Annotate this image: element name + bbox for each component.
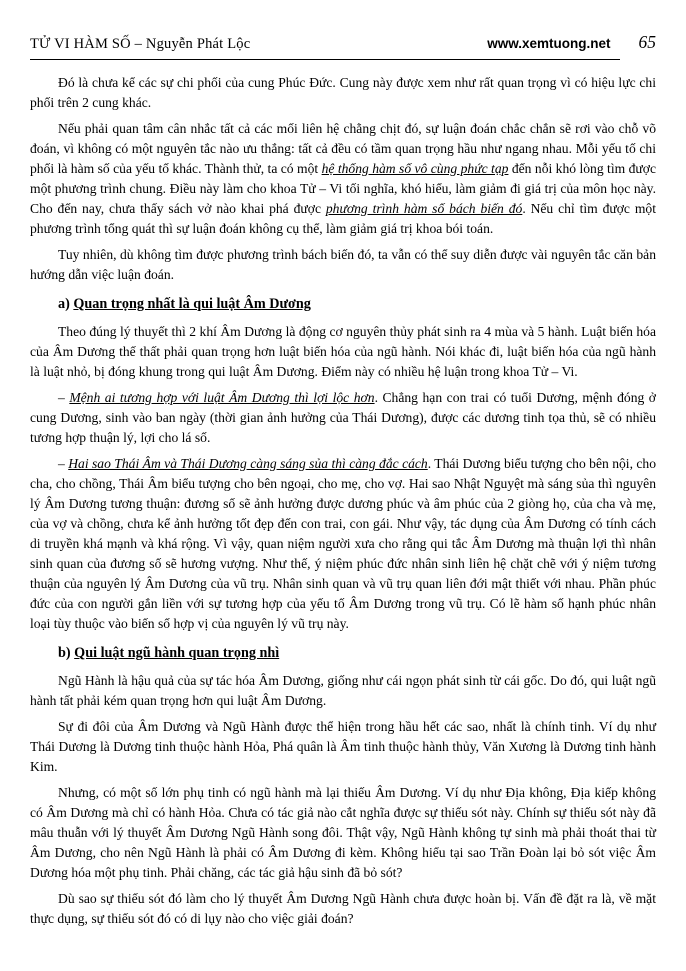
text-run: Theo đúng lý thuyết thì 2 khí Âm Dương là động cơ nguyên thủy phát sinh ra 4 mùa và 5 hành. Luật biến hóa của Âm Dương thế thất phải quan trọng hơn luật biến hóa của ngũ hành. Nói khác đi, luật biến hóa của ngũ hành là luật nhỏ, bị đóng khung trong qui luật Âm Dương. Điểm này có nhiều hệ luận trong khoa Tử – Vi. [30, 324, 656, 379]
list-item [30, 454, 656, 634]
text-run: – [58, 456, 69, 471]
paragraph [30, 889, 656, 929]
text-run: . Thái Dương biểu tượng cho bên nội, cho cha, cho chồng, Thái Âm biểu tượng cho bên ngoại, cho mẹ, cho vợ. Hai sao Nhật Nguyệt mà sáng sủa thì nguyên lý Âm Dương tương thuận: đương số sẽ ảnh hưởng được dương phúc và âm phúc của 2 giòng họ, của cha và mẹ, của vợ và chồng, chưa kể ảnh hưởng tốt đẹp đến con trai, con gái. Như vậy, tác dụng của Âm Dương có tính cách di truyền khá mạnh và khá rộng. Vì vậy, quan niệm người xưa cho rằng qui tắc Âm Dương mà thuận lợi thì nhân sinh quan của đương số sẽ hương vượng. Như thế, ý niệm phúc đức nhân sinh liên hệ chặt chẽ với ý niệm tương thuận của nguyên lý Âm Dương của vũ trụ. Nhân sinh quan và vũ trụ quan liên đới mật thiết với nhau. Phần phúc đức của con người gắn liền với sự tương hợp của yếu tố Âm Dương trong vũ trụ. Có lẽ hàm số hạnh phúc nhân loại tùy thuộc vào biến số hợp vị của nguyên lý vũ trụ này. [30, 456, 657, 631]
text-run: phương trình hàm số bách biến đó [325, 201, 523, 216]
text-run: Ngũ Hành là hậu quả của sự tác hóa Âm Dương, giống như cái ngọn phát sinh từ cái gốc. Do đó, qui luật ngũ hành tất phải kém quan trọng hơn qui luật Âm Dương. [30, 673, 656, 708]
section-heading [30, 294, 656, 314]
text-run: a) [58, 296, 74, 312]
text-run: . Nếu chỉ tìm được một phương trình tổng quát thì sự luận đoán không cụ thể, làm giảm giá trị khoa bói toán. [30, 201, 656, 236]
text-run: – [58, 390, 70, 405]
paragraph [30, 322, 656, 382]
document-body [30, 73, 656, 929]
section-heading [30, 643, 656, 663]
book-title: TỬ VI HÀM SỐ – Nguyễn Phát Lộc [30, 36, 251, 52]
text-run: Quan trọng nhất là qui luật Âm Dương [73, 296, 311, 312]
text-run: Đó là chưa kể các sự chi phối của cung Phúc Đức. Cung này được xem như rất quan trọng vì có hiệu lực chi phối trên 2 cung khác. [30, 75, 656, 110]
text-run: Hai sao Thái Âm và Thái Dương càng sáng sủa thì càng đắc cách [68, 456, 428, 471]
text-run: Mệnh ai tương hợp với luật Âm Dương thì lợi lộc hơn [69, 390, 375, 405]
paragraph [30, 119, 656, 239]
page-header [30, 32, 656, 53]
paragraph [30, 73, 656, 113]
website-url: www.xemtuong.net [487, 36, 611, 51]
text-run: Dù sao sự thiếu sót đó làm cho lý thuyết Âm Dương Ngũ Hành chưa được hoàn bị. Vấn đề đặt ra là, về mặt thực dụng, sự thiếu sót đó có di lụy nào cho việc giải đoán? [30, 891, 656, 926]
paragraph [30, 783, 656, 883]
text-run: đến nỗi khó lòng tìm được một phương trình chung. Điều này làm cho khoa Tử – Vi tối nghĩa, khó hiểu, làm giảm đi giá trị của môn học này. Cho đến nay, chưa thấy sách vở nào khai phá được [30, 161, 656, 216]
text-run: Sự đi đôi của Âm Dương và Ngũ Hành được thể hiện trong hầu hết các sao, nhất là chính tinh. Ví dụ như Thái Dương là Dương tinh thuộc hành Hỏa, Phá quân là Âm tinh thuộc hành thủy, Văn Xương là Dương tinh hành Kim. [30, 719, 656, 774]
paragraph [30, 671, 656, 711]
text-run: hệ thống hàm số vô cùng phức tạp [321, 161, 509, 176]
text-run: . Chẳng hạn con trai có tuổi Dương, mệnh đóng ở cung Dương, sinh vào ban ngày (thời gian ảnh hưởng của Thái Dương), được các dương tinh tọa thủ, sẽ có nhiều tương hợp thuận lý, lợi cho lá số. [30, 390, 656, 445]
header-rule [30, 59, 620, 60]
text-run: Qui luật ngũ hành quan trọng nhì [74, 645, 280, 661]
paragraph [30, 717, 656, 777]
text-run: Tuy nhiên, dù không tìm được phương trình bách biến đó, ta vẫn có thể suy diễn được vài nguyên tắc căn bản hướng dẫn việc luận đoán. [30, 247, 656, 282]
list-item [30, 388, 656, 448]
page-number: 65 [638, 32, 656, 52]
paragraph [30, 245, 656, 285]
text-run: Nhưng, có một số lớn phụ tinh có ngũ hành mà lại thiếu Âm Dương. Ví dụ như Địa không, Địa kiếp không có Âm Dương mà chỉ có hành Hỏa. Chưa có tác giả nào cắt nghĩa được sự thiếu sót này. Chính sự thiếu sót này đã mâu thuẫn với lý thuyết Âm Dương Ngũ Hành song đôi. Thật vậy, Ngũ Hành không tự sinh mà phải thoát thai từ Âm Dương, cho nên Ngũ Hành là phải có Âm Dương đi kèm. Không hiểu tại sao Trần Đoàn lại bỏ sót việc Âm Dương hóa một phụ tinh. Phải chăng, các tác giả hậu sinh đã bỏ sót? [30, 785, 656, 880]
text-run: b) [58, 645, 75, 661]
text-run: Nếu phải quan tâm cân nhắc tất cả các mối liên hệ chằng chịt đó, sự luận đoán chắc chắn sẽ rơi vào chỗ võ đoán, vì không có một nguyên tắc nào ưu thắng: tất cả đều có tầm quan trọng hầu như ngang nhau. Mỗi yếu tố chi phối là hàm số của yếu tố khác. Thành thử, ta có một [30, 121, 656, 176]
